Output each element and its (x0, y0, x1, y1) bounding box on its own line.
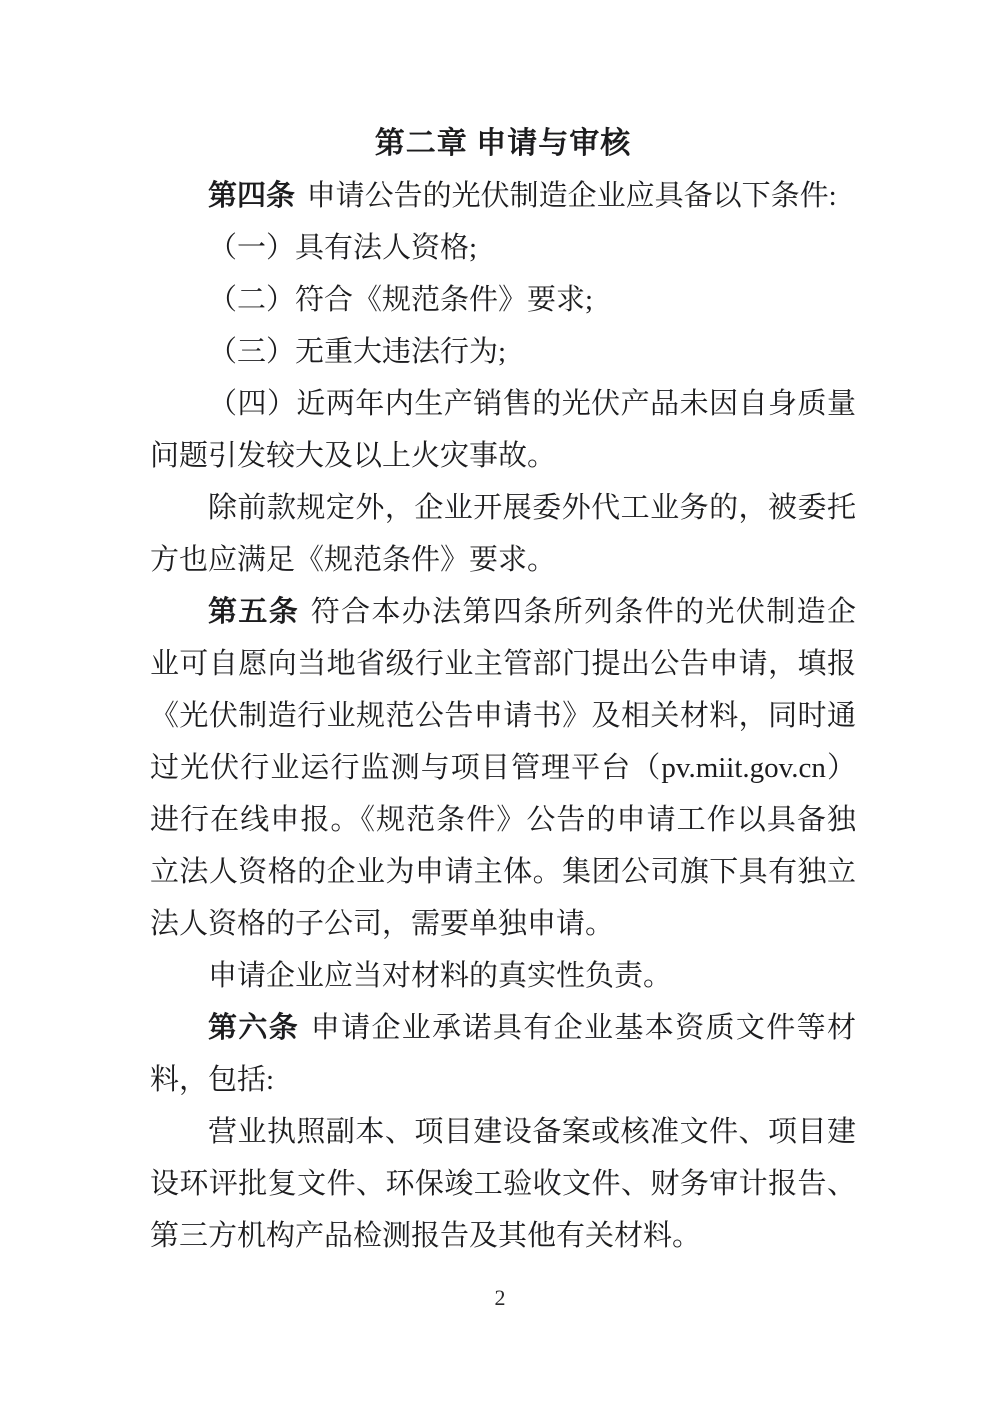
paragraph-article-6 (150, 1002, 856, 1106)
paragraph-article-4 (150, 170, 856, 222)
paragraph-text: 除前款规定外，企业开展委外代工业务的，被委托方也应满足《规范条件》要求。 (150, 492, 856, 576)
paragraph-text: 符合本办法第四条所列条件的光伏制造企业可自愿向当地省级行业主管部门提出公告申请，填报《光伏制造行业规范公告申请书》及相关材料，同时通过光伏行业运行监测与项目管理平台（pv.miit.gov.cn）进行在线申报。《规范条件》公告的申请工作以具备独立法人资格的企业为申请主体。集团公司旗下具有独立法人资格的子公司，需要单独申请。 (150, 596, 856, 940)
paragraph-text: （一）具有法人资格; (208, 232, 478, 264)
paragraph-text: （二）符合《规范条件》要求; (208, 284, 594, 316)
paragraph-item-3 (150, 326, 856, 378)
paragraph-text: 申请公告的光伏制造企业应具备以下条件: (306, 180, 837, 212)
paragraph-text: 营业执照副本、项目建设备案或核准文件、项目建设环评批复文件、环保竣工验收文件、财务审计报告、第三方机构产品检测报告及其他有关材料。 (150, 1116, 856, 1252)
paragraph-article-5 (150, 586, 856, 950)
document-body (150, 118, 856, 1262)
article-6-number: 第六条 (208, 1012, 300, 1044)
article-5-number: 第五条 (208, 596, 300, 628)
paragraph-text: （三）无重大违法行为; (208, 336, 507, 368)
paragraph-text: 申请企业应当对材料的真实性负责。 (208, 960, 673, 992)
paragraph-text: 申请企业承诺具有企业基本资质文件等材料，包括: (150, 1012, 856, 1096)
chapter-title: 第二章 申请与审核 (374, 127, 632, 160)
paragraph-item-1 (150, 222, 856, 274)
paragraph-responsibility (150, 950, 856, 1002)
article-4-number: 第四条 (208, 180, 296, 212)
paragraph-text: （四）近两年内生产销售的光伏产品未因自身质量问题引发较大及以上火灾事故。 (150, 388, 856, 472)
paragraph-supplement (150, 482, 856, 586)
paragraph-item-2 (150, 274, 856, 326)
paragraph-item-4 (150, 378, 856, 482)
paragraph-materials-list (150, 1106, 856, 1262)
page-number: 2 (494, 1285, 506, 1310)
